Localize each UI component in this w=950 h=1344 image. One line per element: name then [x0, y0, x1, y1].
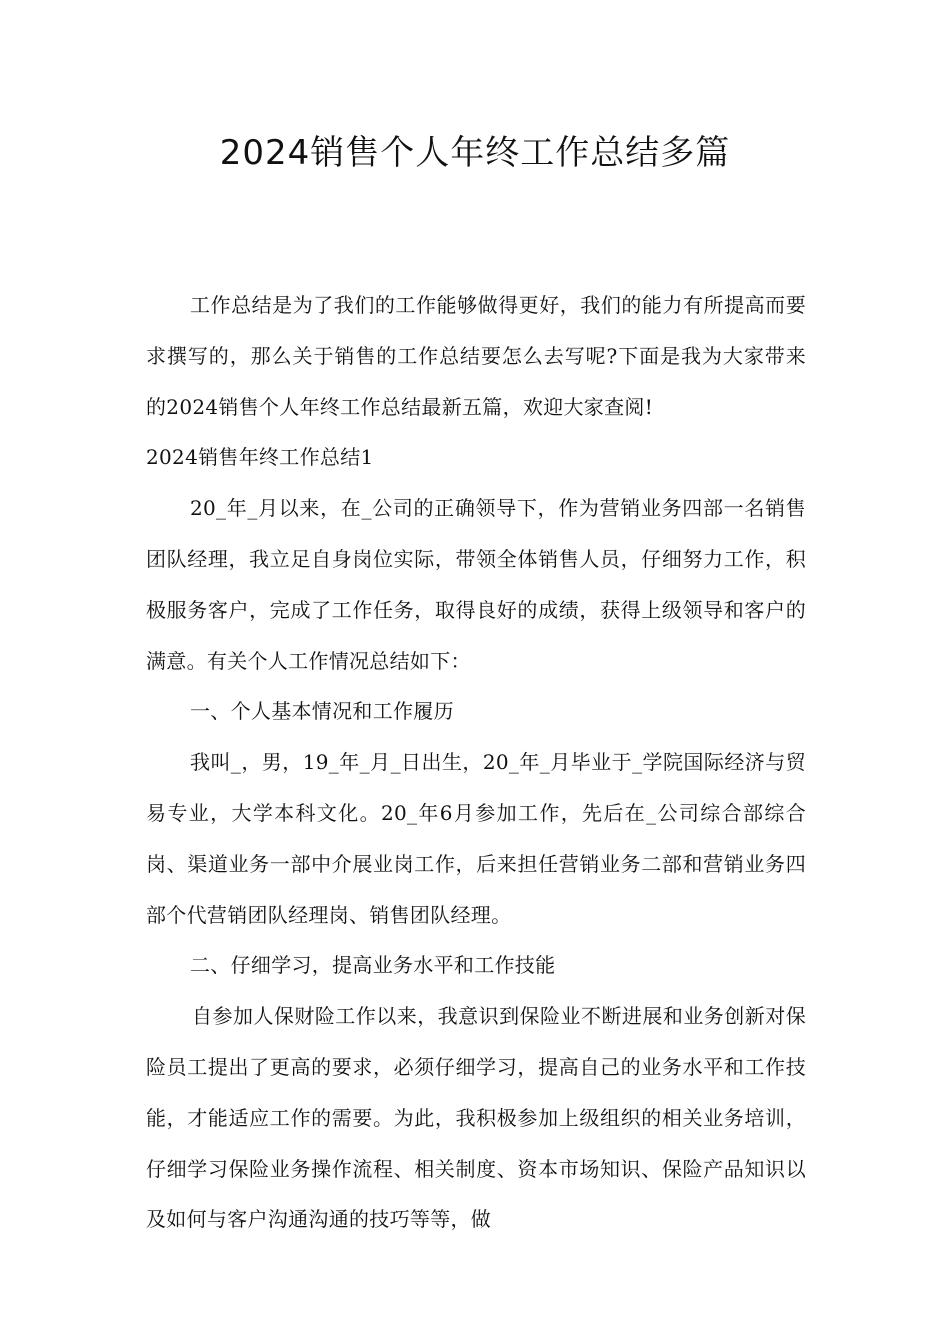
- paragraph-study-skills: 自参加人保财险工作以来，我意识到保险业不断进展和业务创新对保险员工提出了更高的要求，必须仔细学习，提高自己的业务水平和工作技能，才能适应工作的需要。为此，我积极参加上级组织的相关业务培训，仔细学习保险业务操作流程、相关制度、资本市场知识、保险产品知识以及如何与客户沟通沟通的技巧等等，做: [146, 1004, 806, 1232]
- paragraph-personal-info: 我叫_，男，19_年_月_日出生，20_年_月毕业于_学院国际经济与贸易专业，大学本科文化。20_年6月参加工作，先后在_公司综合部综合岗、渠道业务一部中介展业岗工作，后来担任营销业务二部和营销业务四部个代营销团队经理岗、销售团队经理。: [146, 750, 806, 927]
- paragraph-work-overview: 20_年_月以来，在_公司的正确领导下，作为营销业务四部一名销售团队经理，我立足自身岗位实际，带领全体销售人员，仔细努力工作，积极服务客户，完成了工作任务，取得良好的成绩，获得上级领导和客户的满意。有关个人工作情况总结如下：: [146, 496, 806, 673]
- document-title: 2024销售个人年终工作总结多篇: [219, 133, 731, 173]
- document-body: [146, 280, 806, 1245]
- heading-personal-info: 一、个人基本情况和工作履历: [190, 699, 454, 724]
- heading-study-skills: 二、仔细学习，提高业务水平和工作技能: [190, 953, 556, 978]
- section-title-summary-1: 2024销售年终工作总结1: [146, 445, 374, 470]
- intro-paragraph: 工作总结是为了我们的工作能够做得更好，我们的能力有所提高而要求撰写的，那么关于销售的工作总结要怎么去写呢?下面是我为大家带来的2024销售个人年终工作总结最新五篇，欢迎大家查阅!: [146, 293, 806, 419]
